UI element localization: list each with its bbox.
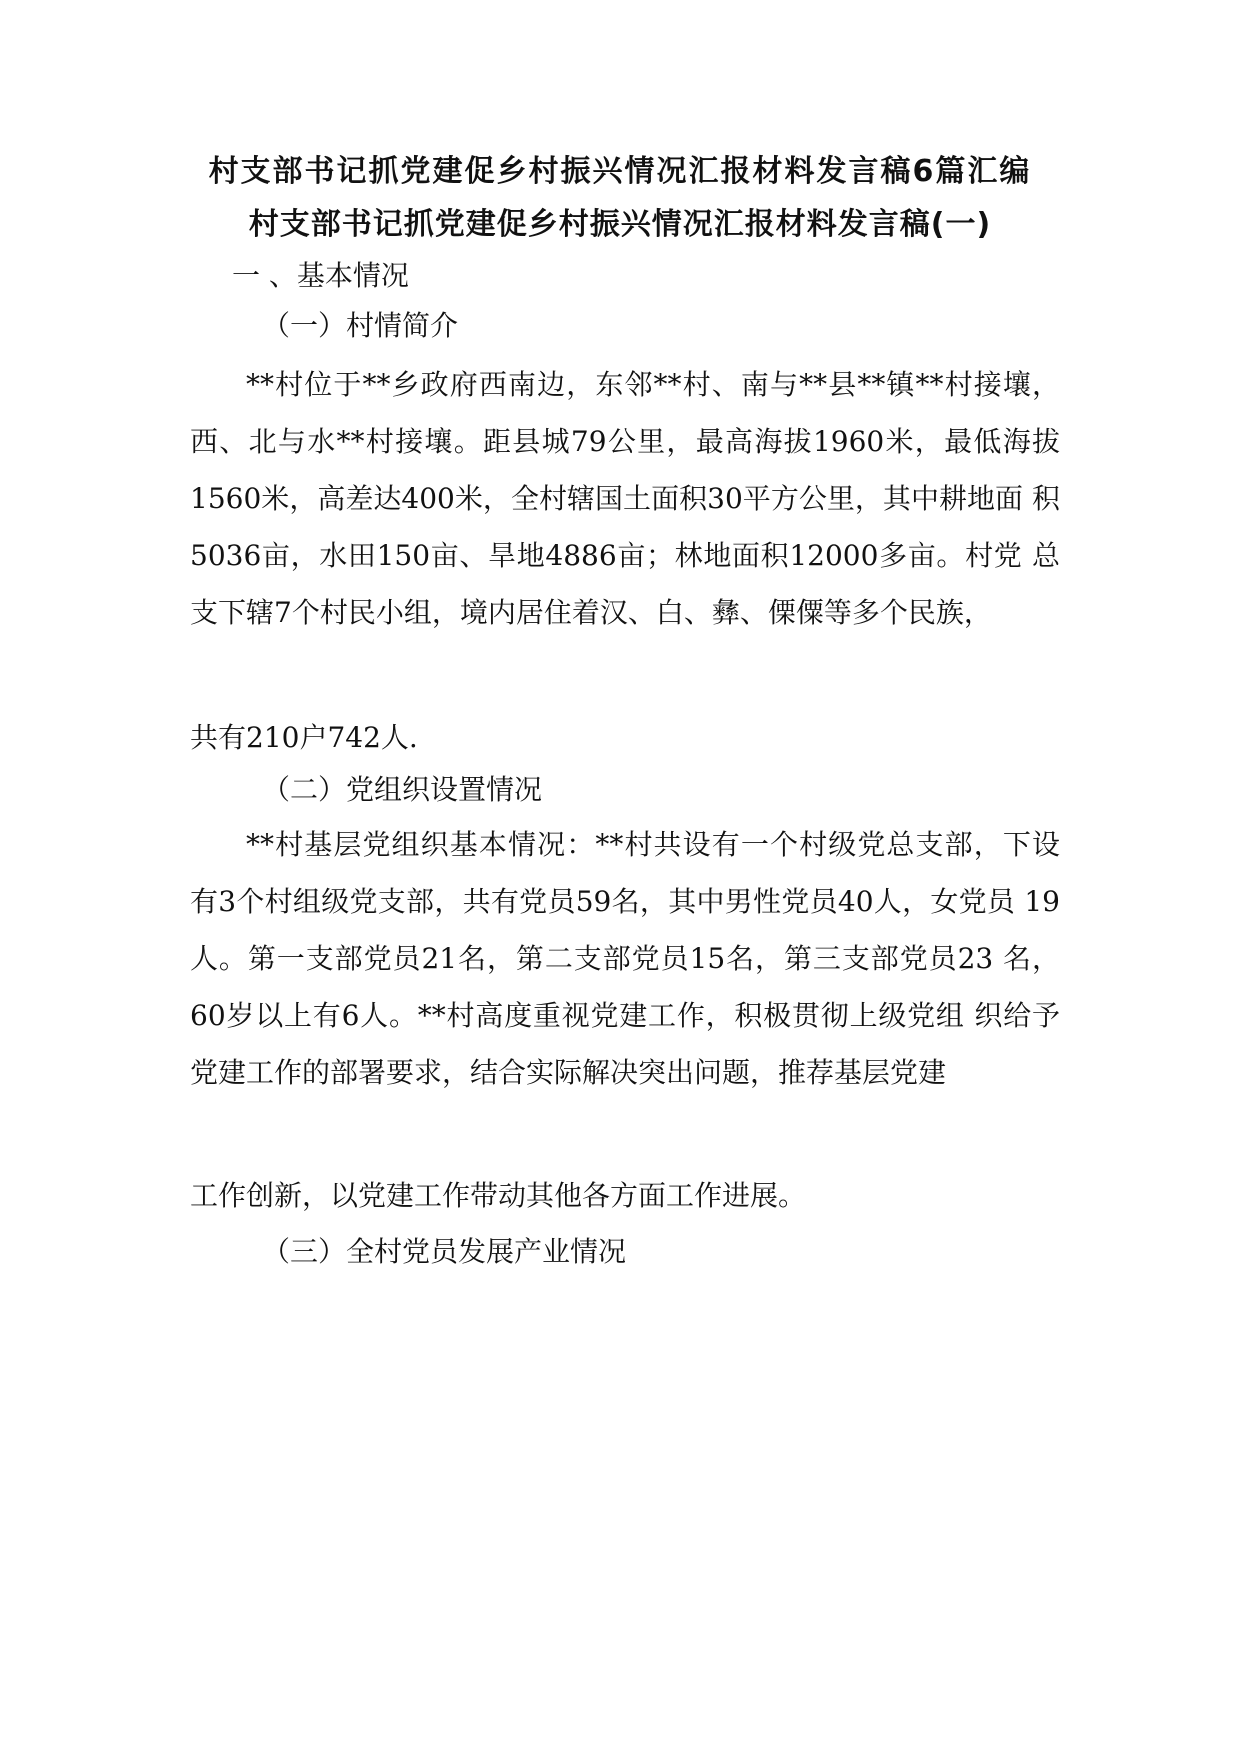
paragraph-village-intro: **村位于**乡政府西南边，东邻**村、南与**县**镇**村接壤， 西、北与水**村接壤。距县城79公里，最高海拔1960米，最低海拔 1560米，高差达400米，全村辖国土面积30平方公里，其中耕地面 积5036亩，水田150亩、旱地4886亩；林地面积12000多亩。村党 总支下辖7个村民小组，境内居住着汉、白、彝、傈僳等多个民族，	[190, 368, 1060, 629]
subsection-heading-party-org: （二）党组织设置情况	[262, 773, 543, 806]
document-sub-title: 村支部书记抓党建促乡村振兴情况汇报材料发言稿(一)	[248, 207, 992, 242]
subsection-heading-member-industry: （三）全村党员发展产业情况	[262, 1235, 627, 1268]
paragraph-party-org-continuation: 工作创新，以党建工作带动其他各方面工作进展。	[190, 1179, 807, 1212]
paragraph-village-intro-continuation: 共有210户742人.	[190, 721, 418, 754]
document-main-title: 村支部书记抓党建促乡村振兴情况汇报材料发言稿6篇汇编	[208, 154, 1032, 189]
section-heading-basic-info: 一 、基本情况	[232, 259, 409, 292]
subsection-heading-village-intro: （一）村情简介	[262, 309, 459, 342]
paragraph-party-org: **村基层党组织基本情况：**村共设有一个村级党总支部，下设 有3个村组级党支部，共有党员59名，其中男性党员40人，女党员 19人。第一支部党员21名，第二支部党员15名，第三支部党员23 名，60岁以上有6人。**村高度重视党建工作，积极贯彻上级党组 织给予党建工作的部署要求，结合实际解决突出问题，推荐基层党建	[190, 828, 1060, 1089]
